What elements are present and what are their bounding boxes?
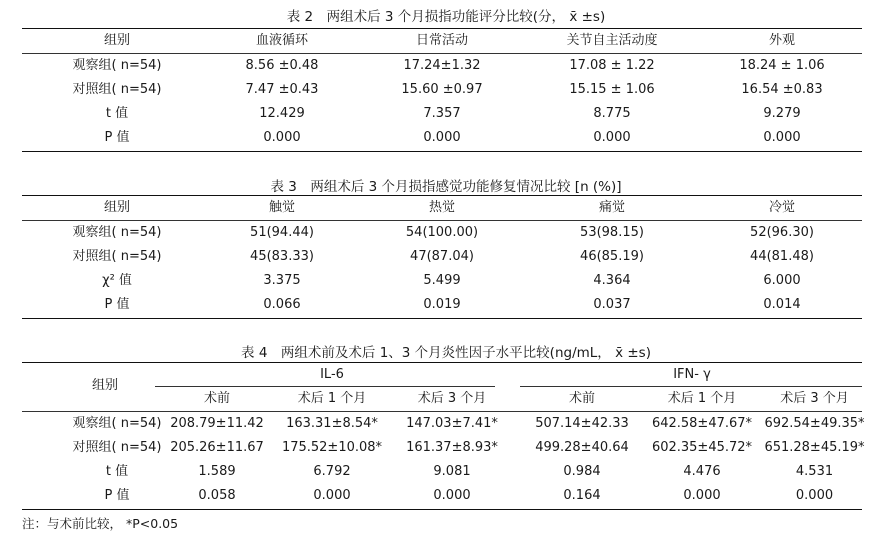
table-cell: 6.792 bbox=[313, 464, 351, 479]
table4-caption: 表 4 两组术前及术后 1、3 个月炎性因子水平比较(ng/mL， x̄ ±s) bbox=[241, 345, 651, 361]
table-cell: 499.28±40.64 bbox=[535, 440, 629, 455]
table-cell: 18.24 ± 1.06 bbox=[739, 58, 825, 73]
table-cell: 16.54 ±0.83 bbox=[741, 82, 823, 97]
row-label: 观察组( n=54) bbox=[72, 416, 162, 431]
row-label: P 值 bbox=[104, 488, 130, 503]
table-row bbox=[22, 221, 862, 245]
row-label: χ² 值 bbox=[102, 273, 132, 288]
table2-header-group: 组别 bbox=[103, 33, 130, 48]
table-cell: 0.000 bbox=[263, 130, 301, 145]
table3-header-group: 组别 bbox=[103, 200, 130, 215]
table-cell: 46(85.19) bbox=[580, 249, 644, 264]
table-cell: 12.429 bbox=[259, 106, 305, 121]
table-cell: 0.000 bbox=[593, 130, 631, 145]
table-cell: 15.15 ± 1.06 bbox=[569, 82, 655, 97]
table-cell: 642.58±47.67* bbox=[651, 416, 753, 431]
table-cell: 51(94.44) bbox=[250, 225, 314, 240]
table4-subheader: 术后 3 个月 bbox=[780, 391, 849, 406]
table-cell: 4.364 bbox=[593, 273, 631, 288]
table2-header-col2: 日常活动 bbox=[415, 33, 468, 48]
table-cell: 0.000 bbox=[763, 130, 801, 145]
table-cell: 9.279 bbox=[763, 106, 801, 121]
table-cell: 0.000 bbox=[433, 488, 471, 503]
row-label: 对照组( n=54) bbox=[72, 82, 162, 97]
table-row bbox=[22, 269, 862, 293]
table-row bbox=[22, 78, 862, 102]
table-cell: 9.081 bbox=[433, 464, 471, 479]
table-cell: 0.014 bbox=[763, 297, 801, 312]
table-cell: 3.375 bbox=[263, 273, 301, 288]
table-cell: 7.47 ±0.43 bbox=[245, 82, 319, 97]
table-cell: 47(87.04) bbox=[410, 249, 474, 264]
row-label: 对照组( n=54) bbox=[72, 249, 162, 264]
table-cell: 0.019 bbox=[423, 297, 461, 312]
table-cell: 208.79±11.42 bbox=[170, 416, 264, 431]
table-cell: 161.37±8.93* bbox=[406, 440, 498, 455]
table-cell: 205.26±11.67 bbox=[170, 440, 264, 455]
table-row bbox=[22, 436, 865, 460]
table-cell: 8.56 ±0.48 bbox=[245, 58, 319, 73]
table4-subheader: 术后 1 个月 bbox=[667, 391, 737, 406]
table-row bbox=[22, 460, 862, 484]
table3-header-col4: 冷觉 bbox=[768, 200, 795, 215]
table-cell: 0.037 bbox=[593, 297, 631, 312]
table4-bottom-rule bbox=[22, 509, 862, 510]
table-cell: 0.066 bbox=[263, 297, 301, 312]
table2-header-col1: 血液循环 bbox=[255, 33, 308, 48]
table-cell: 0.164 bbox=[563, 488, 601, 503]
table-cell: 692.54±49.35* bbox=[764, 416, 865, 431]
table-row bbox=[22, 293, 862, 317]
table-cell: 602.35±45.72* bbox=[651, 440, 753, 455]
table-row bbox=[22, 245, 862, 269]
row-label: 对照组( n=54) bbox=[72, 440, 162, 455]
table-cell: 7.357 bbox=[423, 106, 461, 121]
table-footnote: 注：与术前比较， *P<0.05 bbox=[22, 516, 179, 531]
row-label: t 值 bbox=[105, 464, 129, 479]
table3-caption: 表 3 两组术后 3 个月损指感觉功能修复情况比较 [n (%)] bbox=[270, 179, 622, 195]
table-cell: 4.531 bbox=[795, 464, 834, 479]
table4-subheader-row bbox=[22, 387, 862, 411]
table-cell: 17.08 ± 1.22 bbox=[569, 58, 655, 73]
table-cell: 8.775 bbox=[593, 106, 631, 121]
table4-header-group: 组别 bbox=[91, 378, 118, 393]
table2-bottom-rule bbox=[22, 151, 862, 152]
table-row bbox=[22, 126, 862, 150]
table2-caption: 表 2 两组术后 3 个月损指功能评分比较(分， x̄ ±s) bbox=[286, 9, 606, 25]
table-cell: 0.000 bbox=[795, 488, 834, 503]
table-cell: 0.000 bbox=[313, 488, 351, 503]
row-label: P 值 bbox=[104, 297, 130, 312]
table-cell: 0.000 bbox=[423, 130, 461, 145]
table2-header-col4: 外观 bbox=[768, 33, 795, 48]
table-cell: 6.000 bbox=[763, 273, 801, 288]
table-cell: 175.52±10.08* bbox=[281, 440, 383, 455]
row-label: t 值 bbox=[105, 106, 129, 121]
table-row bbox=[22, 484, 862, 508]
table-cell: 5.499 bbox=[423, 273, 461, 288]
table2-header-row bbox=[22, 29, 862, 53]
table-cell: 17.24±1.32 bbox=[403, 58, 481, 73]
table-row bbox=[22, 412, 865, 436]
table4-subheader: 术后 1 个月 bbox=[297, 391, 367, 406]
table-cell: 53(98.15) bbox=[580, 225, 644, 240]
table-cell: 1.589 bbox=[198, 464, 236, 479]
table4-group-ifn: IFN- γ bbox=[673, 367, 711, 382]
table-cell: 0.000 bbox=[683, 488, 721, 503]
table3-header-col2: 热觉 bbox=[428, 200, 455, 215]
table-row bbox=[22, 102, 862, 126]
table-cell: 507.14±42.33 bbox=[535, 416, 629, 431]
table4-group-il6: IL-6 bbox=[320, 367, 344, 382]
table3-header-row bbox=[22, 196, 862, 220]
table4-subheader: 术前 bbox=[568, 391, 595, 406]
table-cell: 163.31±8.54* bbox=[286, 416, 378, 431]
row-label: P 值 bbox=[104, 130, 130, 145]
table3-header-col1: 触觉 bbox=[268, 200, 295, 215]
row-label: 观察组( n=54) bbox=[72, 58, 162, 73]
table-cell: 0.984 bbox=[563, 464, 601, 479]
table-cell: 0.058 bbox=[198, 488, 236, 503]
row-label: 观察组( n=54) bbox=[72, 225, 162, 240]
table3-header-col3: 痛觉 bbox=[598, 200, 625, 215]
table-cell: 52(96.30) bbox=[750, 225, 814, 240]
table2-header-col3: 关节自主活动度 bbox=[566, 33, 658, 48]
table-row bbox=[22, 54, 862, 78]
table-cell: 4.476 bbox=[683, 464, 721, 479]
table4-subheader: 术后 3 个月 bbox=[417, 391, 487, 406]
table-cell: 54(100.00) bbox=[405, 225, 479, 240]
table4-subheader: 术前 bbox=[203, 391, 230, 406]
table-cell: 44(81.48) bbox=[750, 249, 814, 264]
table-cell: 147.03±7.41* bbox=[406, 416, 498, 431]
table-cell: 651.28±45.19* bbox=[764, 440, 865, 455]
table3-bottom-rule bbox=[22, 318, 862, 319]
table-cell: 45(83.33) bbox=[250, 249, 314, 264]
table-cell: 15.60 ±0.97 bbox=[401, 82, 483, 97]
